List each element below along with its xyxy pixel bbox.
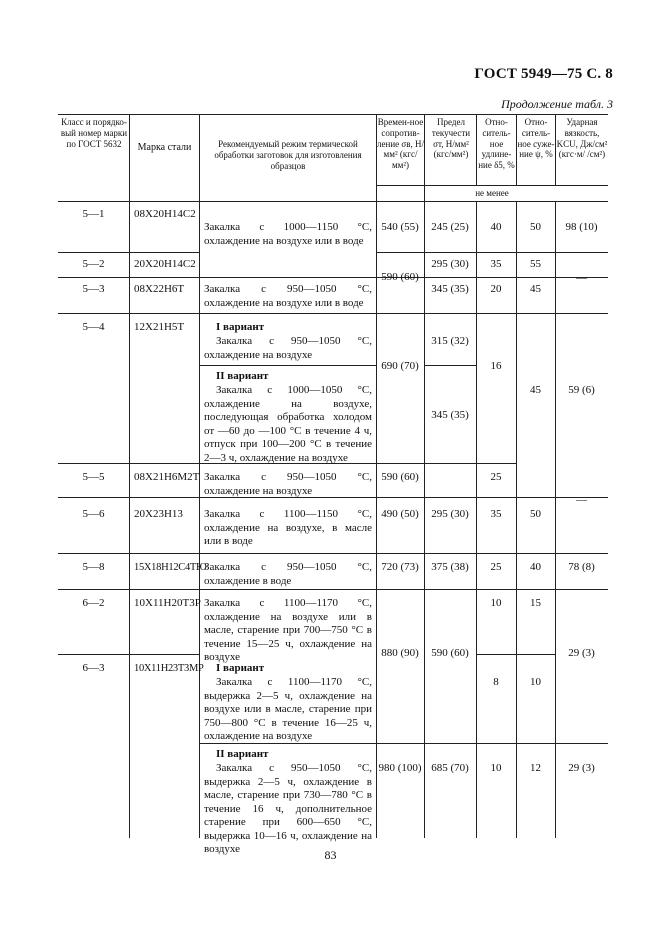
- row-6-3-class: 6—3: [82, 662, 105, 674]
- row-5-1-class: 5—1: [82, 208, 105, 220]
- row-5-5-treatment: Закалка с 950—1050 °С, охлаждение на воздухе: [204, 471, 372, 497]
- row-6-3-variant-1-reduction: 10: [530, 676, 541, 688]
- row-5-4-variant-1-title: I вариант: [216, 321, 265, 333]
- row-5-8-class: 5—8: [82, 561, 105, 573]
- row-5-6-class: 5—6: [82, 508, 105, 520]
- row-5-4-elongation: 16: [490, 360, 502, 372]
- row-5-4-yield-variant-2: 345 (35): [431, 409, 469, 421]
- row-6-2-class: 6—2: [82, 597, 105, 609]
- col-header-grade: Марка стали: [137, 142, 192, 153]
- row-5-3-reduction: 45: [530, 283, 541, 295]
- row-6-3-grade: 10Х11Н23Т3МР: [134, 663, 204, 674]
- row-5-4-grade: 12Х21Н5Т: [134, 321, 185, 333]
- row-5-4-yield-variant-1: 315 (32): [431, 335, 469, 347]
- row-6-3-variant-1-title: I вариант: [216, 662, 265, 674]
- row-6-2-3-impact: 29 (3): [568, 647, 595, 659]
- row-5-6-reduction: 50: [530, 508, 541, 520]
- row-5-8-treatment: Закалка с 950—1050 °С, охлаждение в воде: [204, 561, 372, 587]
- row-5-3-treatment: Закалка с 950—1050 °С, охлаждение на воздухе или в воде: [204, 283, 372, 309]
- row-5-2-3-impact: —: [576, 272, 587, 284]
- row-5-5-6-impact: —: [576, 494, 587, 506]
- row-5-2-elongation: 35: [490, 258, 502, 270]
- row-5-8-elongation: 25: [490, 561, 502, 573]
- row-5-2-yield: 295 (30): [431, 258, 469, 270]
- row-6-2-treatment: Закалка с 1100—1170 °С, охлаждение на воздухе или в масле, старение при 700—750 °С в течение 15—25 ч, охлаждение на воздухе: [204, 597, 372, 663]
- row-5-8-grade: 15Х18Н12С4ТЮ: [134, 562, 207, 573]
- row-6-3-variant-2-impact: 29 (3): [568, 762, 595, 774]
- row-6-2-reduction: 15: [530, 597, 541, 609]
- row-5-8-reduction: 40: [530, 561, 541, 573]
- row-5-3-class: 5—3: [82, 283, 105, 295]
- row-6-3-variant-2-yield: 685 (70): [431, 762, 469, 774]
- row-5-3-yield: 345 (35): [431, 283, 469, 295]
- row-5-2-reduction: 55: [530, 258, 541, 270]
- row-5-2-3-tensile: 590 (60): [381, 271, 419, 283]
- col-header-tensile: Времен-ное сопротив-ление σв, Н/мм² (кгс/мм²): [377, 117, 424, 171]
- row-5-1-treatment: Закалка с 1000—1150 °С, охлаждение на воздухе или в воде: [204, 221, 372, 247]
- row-5-6-tensile: 490 (50): [381, 508, 419, 520]
- row-6-3-variant-1-treatment: Закалка с 1100—1170 °С, выдержка 2—5 ч, охлаждение на воздухе или в масле, старение при 750—800 °С в течение 16—25 ч, охлаждение на воздухе: [204, 676, 372, 742]
- table-continuation-label: Продолжение табл. 3: [501, 97, 613, 111]
- col-header-minimum: не менее: [475, 188, 509, 198]
- row-5-8-impact: 78 (8): [568, 561, 595, 573]
- row-5-4-class: 5—4: [82, 321, 105, 333]
- row-5-4-reduction: 45: [530, 384, 541, 396]
- row-5-4-tensile: 690 (70): [381, 360, 419, 372]
- row-5-4-variant-2-treatment: Закалка с 1000—1050 °С, охлаждение на воздухе, последующая обработка холодом от —60 до —100 °С в течение 4 ч, отпуск при 100—200 °С в течение 2—3 ч, охлаждение на воздухе: [204, 384, 372, 464]
- row-5-1-grade: 08Х20Н14С2: [134, 208, 196, 220]
- row-5-4-impact: 59 (6): [568, 384, 595, 396]
- row-6-2-3-tensile: 880 (90): [381, 647, 419, 659]
- row-5-3-grade: 08Х22Н6Т: [134, 283, 185, 295]
- row-5-1-impact: 98 (10): [565, 221, 598, 233]
- row-5-4-variant-2-title: II вариант: [216, 370, 269, 382]
- row-5-8-yield: 375 (38): [431, 561, 469, 573]
- col-header-yield: Предел текучести σт, Н/мм² (кгс/мм²): [431, 117, 471, 160]
- row-5-5-class: 5—5: [82, 471, 105, 483]
- col-header-class: Класс и порядко-вый номер марки по ГОСТ 5632: [60, 117, 128, 149]
- row-5-1-yield: 245 (25): [431, 221, 469, 233]
- document-header: ГОСТ 5949—75 С. 8: [474, 66, 613, 82]
- row-5-8-tensile: 720 (73): [381, 561, 419, 573]
- row-5-6-grade: 20Х23Н13: [134, 508, 183, 520]
- row-5-1-reduction: 50: [530, 221, 541, 233]
- col-header-elongation: Отно-ситель-ное удлине-ние δ5, %: [478, 117, 515, 171]
- row-5-4-variant-1-treatment: Закалка с 950—1050 °С, охлаждение на воздухе: [204, 335, 372, 361]
- row-5-6-elongation: 35: [490, 508, 502, 520]
- page-number: 83: [324, 848, 337, 862]
- row-5-5-tensile: 590 (60): [381, 471, 419, 483]
- row-5-6-treatment: Закалка с 1100—1150 °С, охлаждение на воздухе, в масле или в воде: [204, 508, 372, 547]
- row-5-1-elongation: 40: [490, 221, 502, 233]
- row-6-3-variant-1-elongation: 8: [493, 676, 499, 688]
- row-5-2-grade: 20Х20Н14С2: [134, 258, 196, 270]
- row-6-2-grade: 10Х11Н20Т3Р: [134, 597, 201, 609]
- col-header-treatment: Рекомендуемый режим термической обработки заготовок для изготовления образцов: [214, 139, 362, 171]
- col-header-reduction: Отно-ситель-ное суже-ние ψ, %: [517, 117, 555, 160]
- row-5-1-tensile: 540 (55): [381, 221, 419, 233]
- row-5-3-elongation: 20: [490, 283, 502, 295]
- row-5-5-grade: 08Х21Н6М2Т: [134, 471, 200, 483]
- row-6-2-3-yield: 590 (60): [431, 647, 469, 659]
- col-header-impact: Ударная вязкость, KCU, Дж/см² (кгс·м/ /см²): [556, 117, 608, 160]
- row-5-5-elongation: 25: [490, 471, 502, 483]
- row-5-6-yield: 295 (30): [431, 508, 469, 520]
- row-6-3-variant-2-title: II вариант: [216, 748, 269, 760]
- row-5-2-class: 5—2: [82, 258, 105, 270]
- row-6-3-variant-2-tensile: 980 (100): [378, 762, 422, 774]
- row-6-3-variant-2-reduction: 12: [530, 762, 541, 774]
- row-6-3-variant-2-elongation: 10: [490, 762, 502, 774]
- row-6-2-elongation: 10: [490, 597, 502, 609]
- row-6-3-variant-2-treatment: Закалка с 950—1050 °С, выдержка 2—5 ч, охлаждение в масле, старение при 730—780 °С в течение 16 ч, дополнительное старение при 600—650 °С, выдержка 10—16 ч, охлаждение на воздухе: [204, 762, 372, 855]
